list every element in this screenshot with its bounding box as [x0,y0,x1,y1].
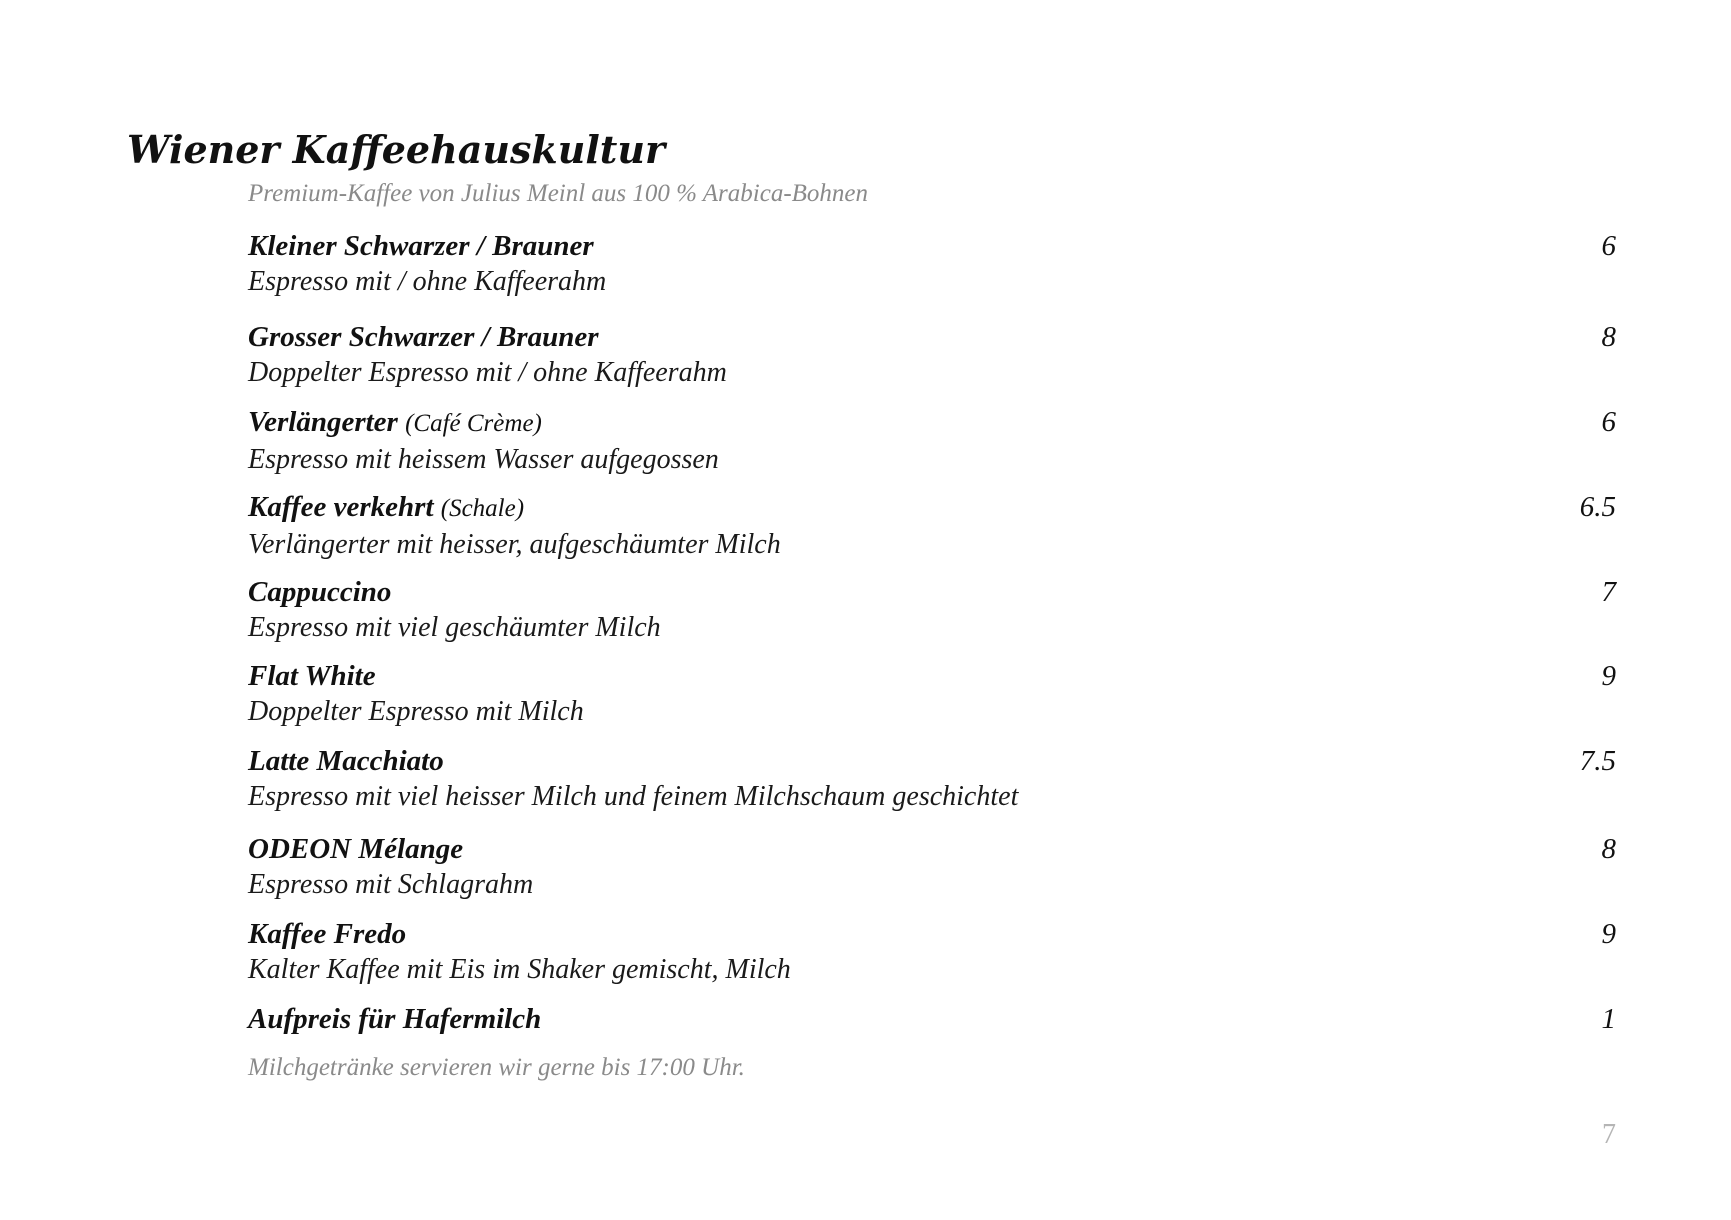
menu-item-title: Kaffee Fredo [248,918,407,950]
menu-item-price: 7.5 [1579,745,1616,777]
menu-item-description: Kalter Kaffee mit Eis im Shaker gemischt, Milch [248,954,791,985]
menu-item-name [248,228,1616,264]
menu-item-note: (Schale) [440,495,525,522]
menu-item-title: Grosser Schwarzer / Brauner [248,321,599,353]
page-title: Wiener Kaffeehauskultur [127,127,665,172]
menu-item [248,658,1616,743]
menu-item-name [248,916,1616,952]
page-subtitle: Premium-Kaffee von Julius Meinl aus 100 % Arabica-Bohnen [248,180,869,207]
menu-item-title: Latte Macchiato [248,745,444,777]
menu-item-description: Espresso mit heissem Wasser aufgegossen [248,444,719,475]
menu-item [248,743,1616,831]
menu-item-title: Kleiner Schwarzer / Brauner [248,230,594,262]
menu-item-description: Espresso mit / ohne Kaffeerahm [248,266,607,297]
menu-item-title: Cappuccino [248,576,392,608]
menu-item-price: 9 [1601,660,1616,692]
menu-item-description: Espresso mit Schlagrahm [248,869,534,900]
menu-item-description: Espresso mit viel geschäumter Milch [248,612,661,643]
menu-item-price: 9 [1601,918,1616,950]
menu-item-price: 6 [1601,406,1616,438]
menu-item-name [248,658,1616,694]
menu-item [248,916,1616,1001]
menu-item-price: 7 [1601,576,1616,608]
menu-item-name [248,404,1616,442]
menu-item-name [248,743,1616,779]
service-hours-note: Milchgetränke servieren wir gerne bis 17:00 Uhr. [248,1054,745,1081]
menu-item [248,228,1616,319]
menu-item-name [248,489,1616,527]
menu-item-title: Aufpreis für Hafermilch [248,1003,542,1035]
menu-item-price: 1 [1601,1003,1616,1035]
menu-item-name [248,574,1616,610]
menu-item-title: Kaffee verkehrt [248,491,434,523]
menu-item-description: Doppelter Espresso mit / ohne Kaffeerahm [248,357,727,388]
menu-item-title: Flat White [248,660,376,692]
menu-item-title: Verlängerter [248,406,398,438]
menu-item [248,574,1616,658]
menu-item-list [248,228,1616,1051]
menu-item-title: ODEON Mélange [248,833,464,865]
menu-item-description: Verlängerter mit heisser, aufgeschäumter Milch [248,529,781,560]
menu-item [248,1001,1616,1051]
page-number: 7 [1602,1119,1616,1150]
menu-item-name [248,831,1616,867]
menu-item [248,489,1616,574]
menu-item-price: 8 [1601,833,1616,865]
menu-item-price: 8 [1601,321,1616,353]
menu-item [248,404,1616,489]
menu-item-price: 6.5 [1579,491,1616,523]
menu-item-note: (Café Crème) [405,410,542,437]
menu-item-name [248,319,1616,355]
menu-item-price: 6 [1601,230,1616,262]
menu-item-description: Espresso mit viel heisser Milch und feinem Milchschaum geschichtet [248,781,1019,812]
menu-item-description: Doppelter Espresso mit Milch [248,696,584,727]
menu-item [248,319,1616,404]
menu-item [248,831,1616,916]
menu-item-name [248,1001,1616,1037]
